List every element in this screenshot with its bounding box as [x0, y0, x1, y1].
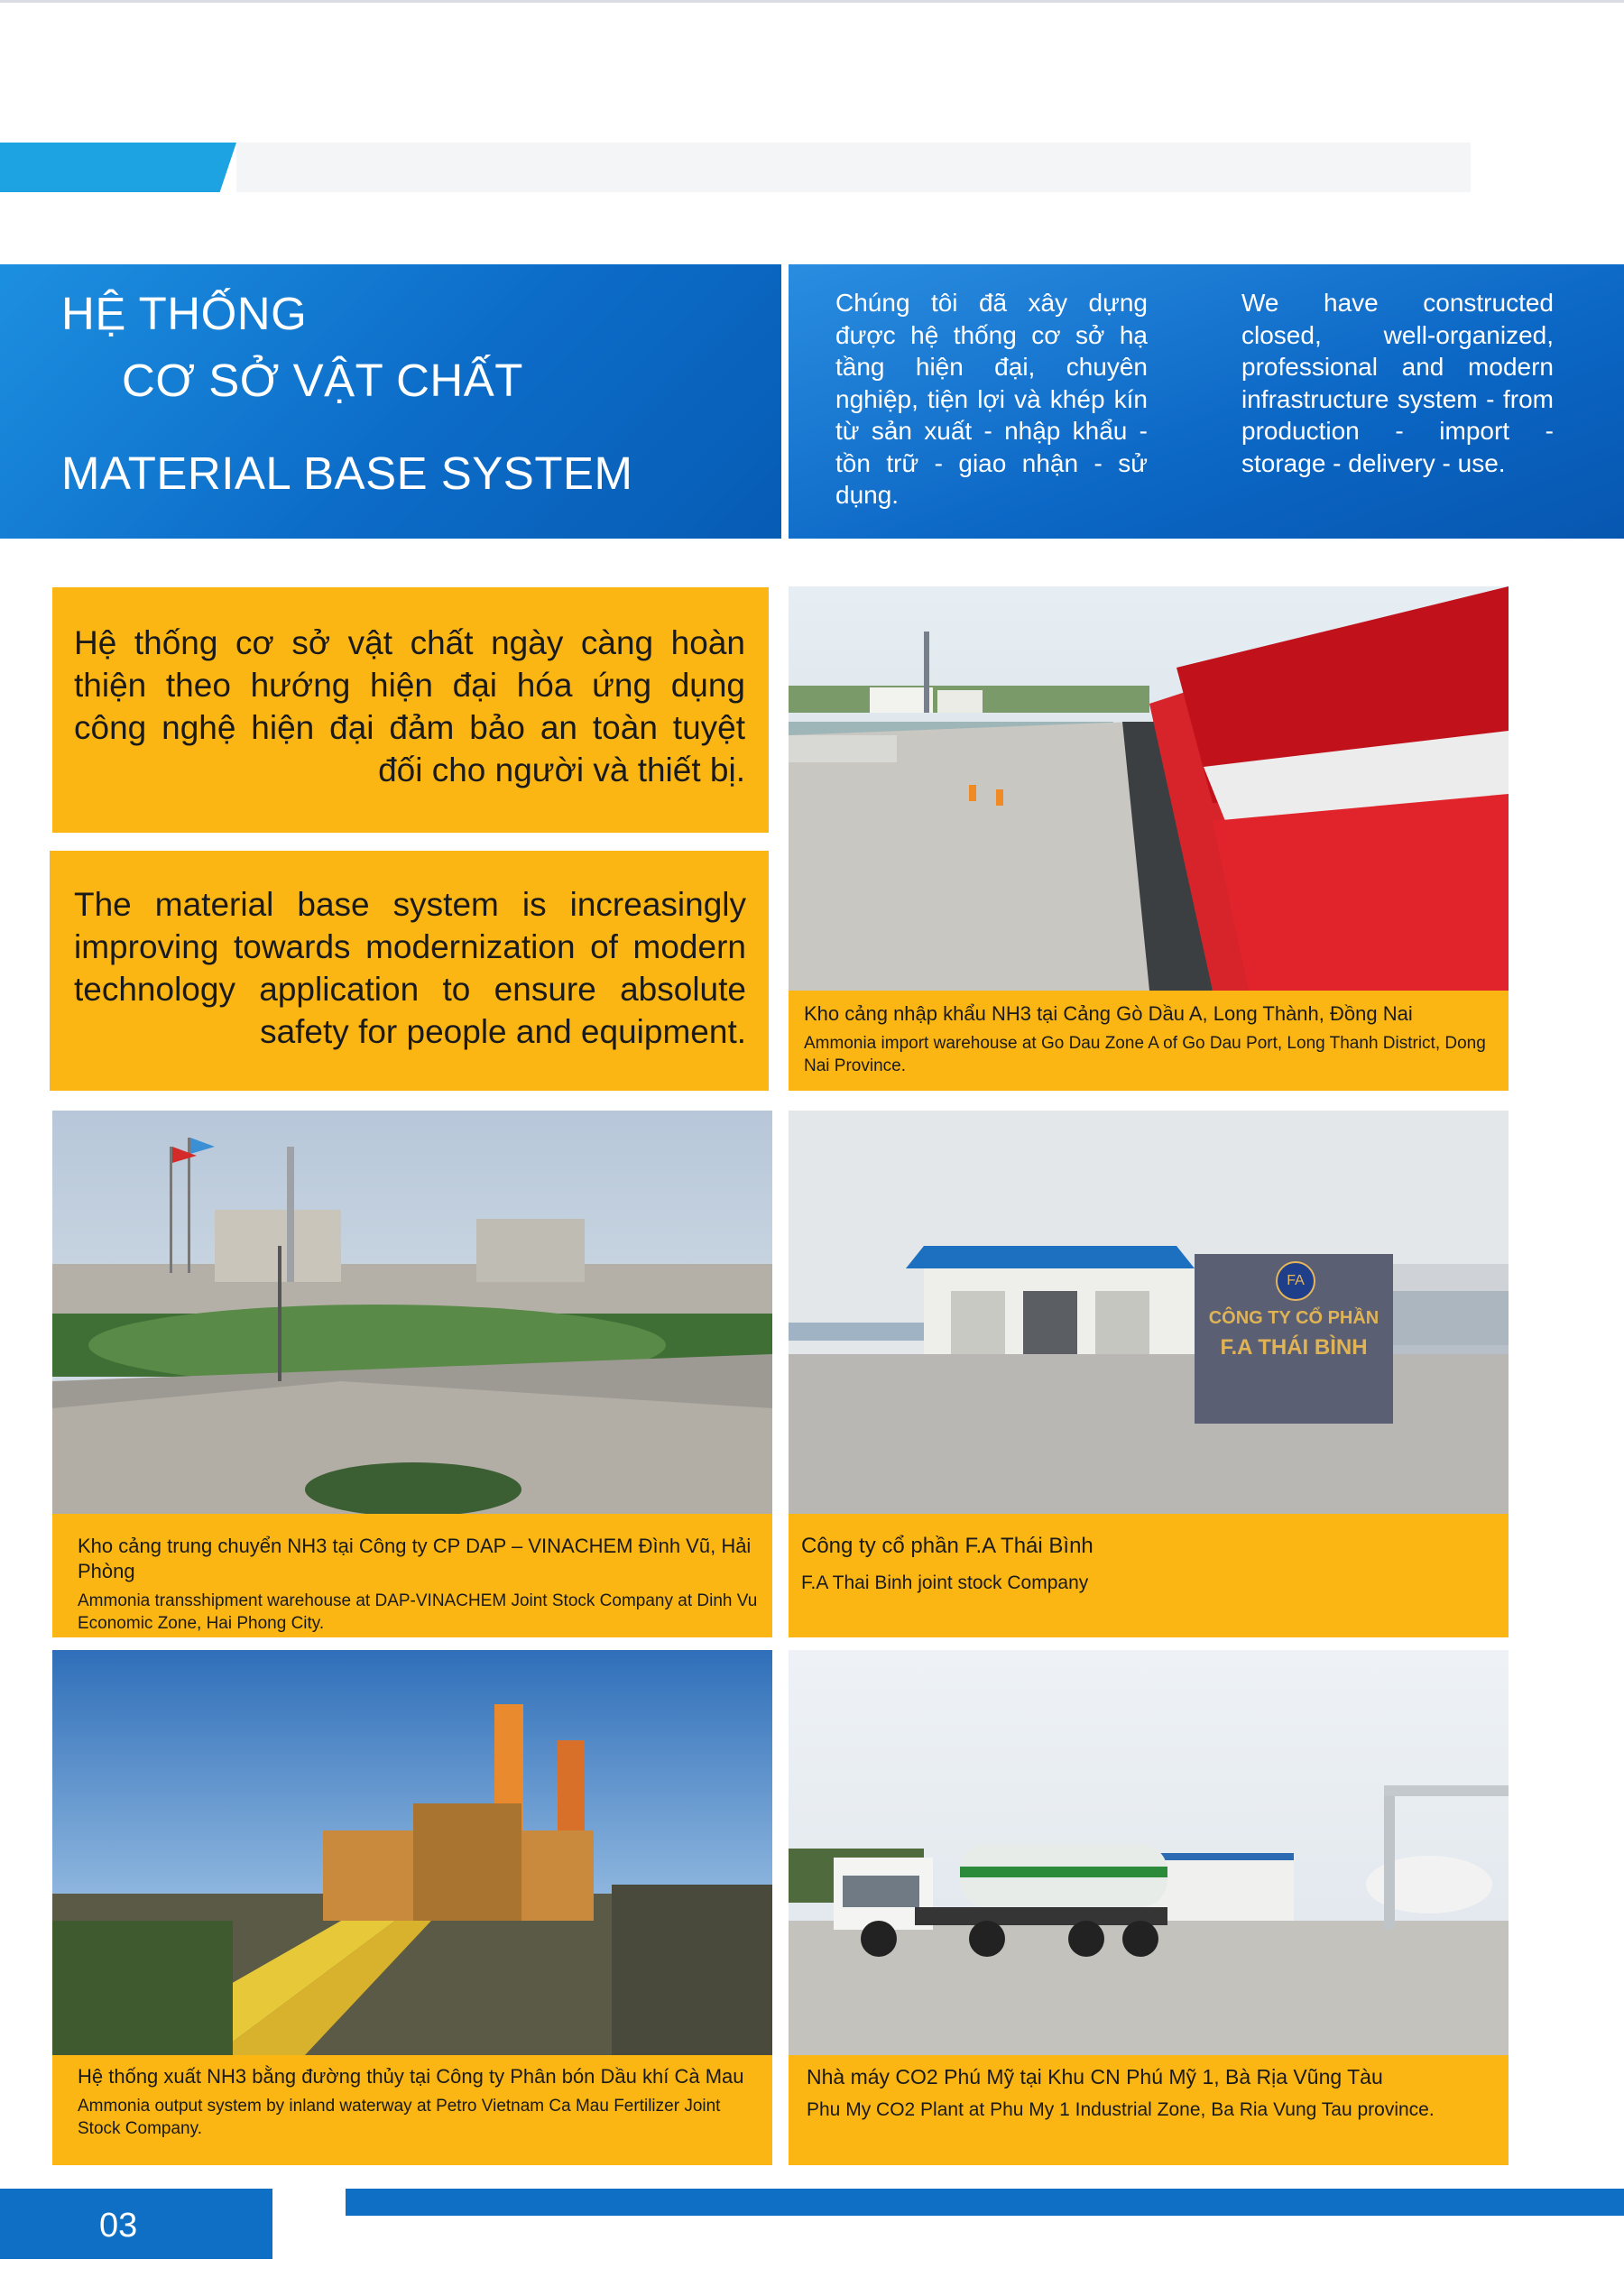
- statement-text-vn: Hệ thống cơ sở vật chất ngày càng hoàn thiện theo hướng hiện đại hóa ứng dụng công nghệ hiện đại đảm bảo an toàn tuyệt đối cho người và thiết bị.: [74, 624, 745, 788]
- footer-bar: [346, 2189, 1624, 2216]
- caption-en: F.A Thai Binh joint stock Company: [801, 1572, 1089, 1593]
- photo-ca-mau-plant: [52, 1650, 772, 2055]
- statement-box-en: [50, 851, 769, 1091]
- caption-en: Ammonia transshipment warehouse at DAP-VINACHEM Joint Stock Company at Dinh Vu Economic Zone, Hai Phong City.: [78, 1591, 758, 1633]
- caption-vn: Kho cảng nhập khẩu NH3 tại Cảng Gò Dầu A, Long Thành, Đồng Nai: [804, 1002, 1413, 1025]
- intro-text-en: We have constructed closed, well-organized, professional and modern infrastructure system - from production - import - storage - delivery - use.: [1241, 289, 1554, 477]
- top-rule: [0, 0, 1624, 3]
- caption-en: Phu My CO2 Plant at Phu My 1 Industrial Zone, Ba Ria Vung Tau province.: [807, 2099, 1435, 2120]
- page-title-vn-line2: CƠ SỞ VẬT CHẤT: [122, 355, 523, 406]
- photo-fa-thai-binh: [789, 1111, 1509, 1514]
- caption-box-phu-my: [789, 2055, 1509, 2165]
- caption-box-fa-thai-binh: [789, 1514, 1509, 1637]
- caption-vn: Kho cảng trung chuyển NH3 tại Công ty CP DAP – VINACHEM Đình Vũ, Hải Phòng: [78, 1535, 752, 1582]
- caption-en: Ammonia import warehouse at Go Dau Zone A of Go Dau Port, Long Thanh District, Dong Nai Province.: [804, 1034, 1486, 1075]
- photo-phu-my-co2-plant: [789, 1650, 1509, 2055]
- caption-vn: Công ty cổ phần F.A Thái Bình: [801, 1534, 1093, 1558]
- photo-go-dau-port: [789, 586, 1509, 991]
- statement-text-en: The material base system is increasingly improving towards modernization of modern technology application to ensure absolute safety for people and equipment.: [74, 886, 746, 1050]
- caption-vn: Hệ thống xuất NH3 bằng đường thủy tại Công ty Phân bón Dầu khí Cà Mau: [78, 2065, 744, 2088]
- photo-dinh-vu-plant: [52, 1111, 772, 1514]
- caption-vn: Nhà máy CO2 Phú Mỹ tại Khu CN Phú Mỹ 1, Bà Rịa Vũng Tàu: [807, 2065, 1383, 2089]
- caption-box-dinh-vu: [52, 1514, 772, 1637]
- intro-text-vn: Chúng tôi đã xây dựng được hệ thống cơ sở hạ tầng hiện đại, chuyên nghiệp, tiện lợi và khép kín từ sản xuất - nhập khẩu - tồn trữ - giao nhận - sử dụng.: [835, 289, 1148, 509]
- sign-text-line1: CÔNG TY CỔ PHẦN: [1208, 1308, 1379, 1328]
- caption-box-go-dau: [789, 991, 1509, 1091]
- company-sign: [1195, 1254, 1393, 1424]
- caption-en: Ammonia output system by inland waterway at Petro Vietnam Ca Mau Fertilizer Joint Stock Company.: [78, 2097, 721, 2138]
- page-number: 03: [99, 2207, 138, 2245]
- caption-box-ca-mau: [52, 2055, 772, 2165]
- sign-text-line2: F.A THÁI BÌNH: [1220, 1335, 1368, 1360]
- company-logo-icon: FA: [1276, 1261, 1315, 1301]
- page-title-vn-line1: HỆ THỐNG: [61, 288, 308, 339]
- statement-box-vn: [52, 587, 769, 833]
- top-accent-bar: [0, 143, 236, 192]
- page-title-en: MATERIAL BASE SYSTEM: [61, 447, 633, 499]
- top-band: [236, 143, 1471, 192]
